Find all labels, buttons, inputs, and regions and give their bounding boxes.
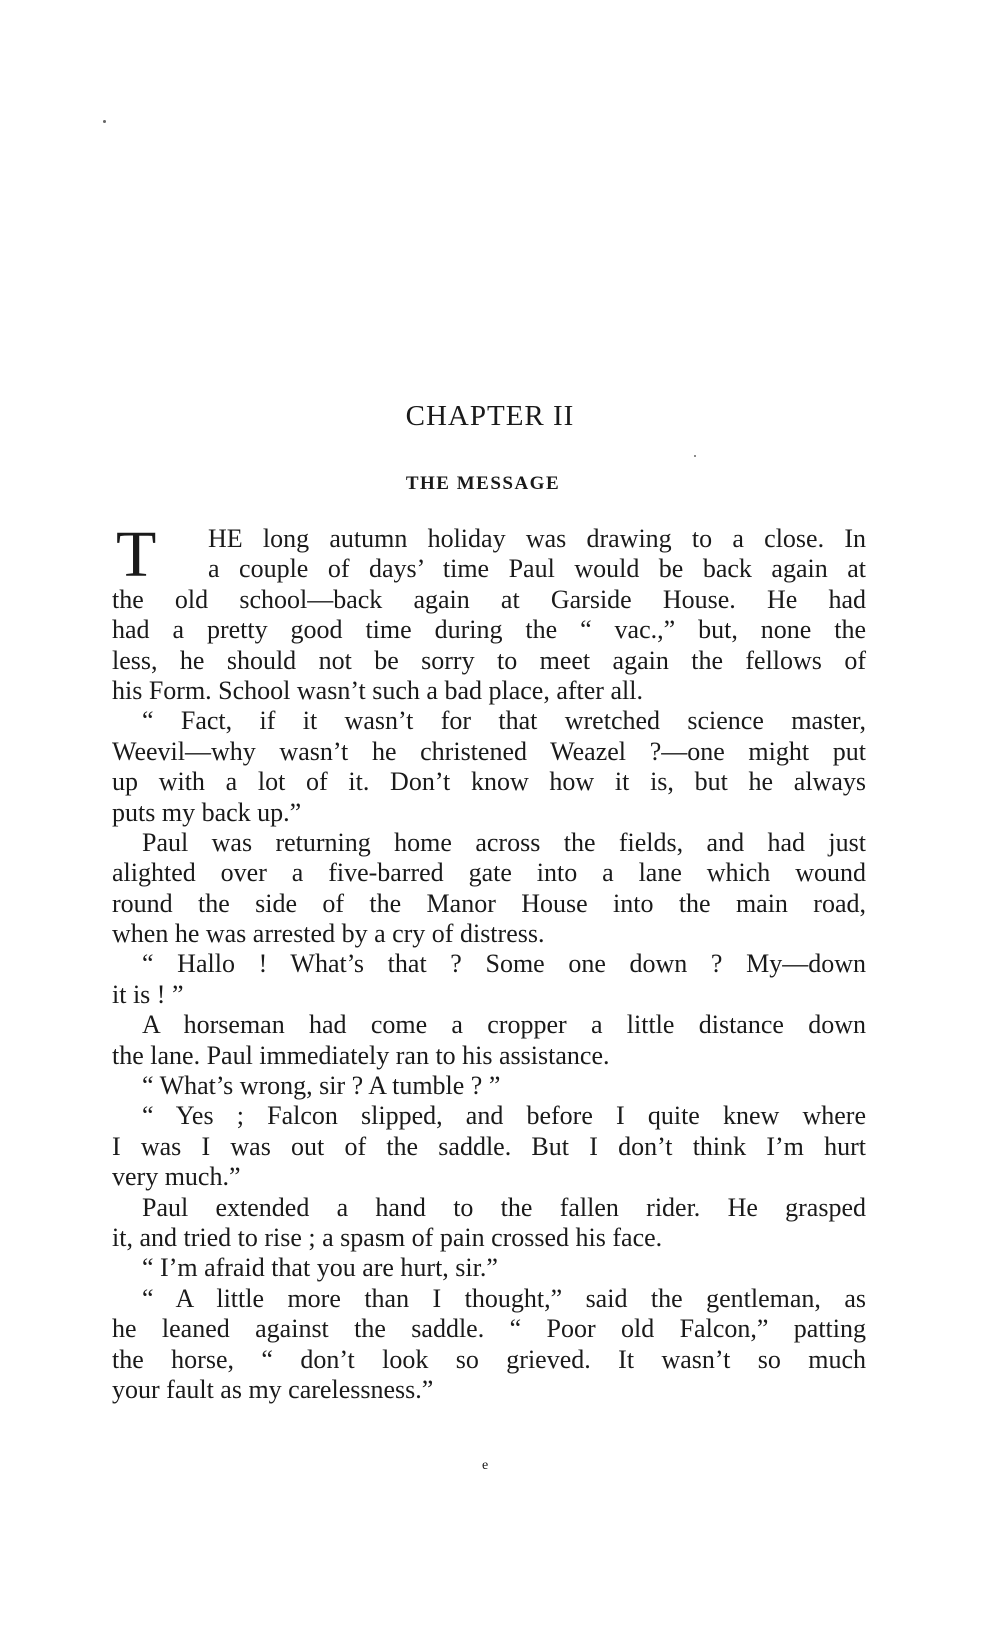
chapter-subtitle: THE MESSAGE: [405, 473, 561, 494]
text-line: HE long autumn holiday was drawing to a close. In: [208, 524, 866, 553]
text-line: the horse, “ don’t look so grieved. It wasn’t so much: [112, 1344, 866, 1374]
text-line: Paul was returning home across the fields, and had just: [142, 827, 866, 857]
text-line: a couple of days’ time Paul would be back again at: [208, 554, 866, 584]
text-line: it, and tried to rise ; a spasm of pain crossed his face.: [112, 1222, 663, 1252]
text-line: “ Hallo ! What’s that ? Some one down ? My—down: [142, 949, 866, 979]
text-line: he leaned against the saddle. “ Poor old Falcon,” patting: [112, 1314, 866, 1344]
text-line: “ Fact, if it wasn’t for that wretched science master,: [142, 706, 866, 736]
text-line: less, he should not be sorry to meet again the fellows of: [112, 645, 866, 675]
text-line: “ A little more than I thought,” said the gentleman, as: [142, 1283, 866, 1313]
text-line: “ What’s wrong, sir ? A tumble ? ”: [142, 1071, 501, 1101]
text-line: very much.”: [112, 1162, 241, 1192]
text-line: alighted over a five-barred gate into a lane which wound: [112, 858, 866, 888]
text-line: “ Yes ; Falcon slipped, and before I quite knew where: [142, 1101, 866, 1131]
text-line: round the side of the Manor House into the main road,: [112, 888, 866, 918]
text-line: “ I’m afraid that you are hurt, sir.”: [142, 1253, 498, 1283]
text-line: Weevil—why wasn’t he christened Weazel ?—one might put: [112, 736, 866, 766]
footer-mark: e: [482, 1458, 489, 1473]
text-line: had a pretty good time during the “ vac.,” but, none the: [112, 615, 866, 645]
paper-speck: [103, 120, 106, 123]
text-line: when he was arrested by a cry of distress.: [112, 919, 545, 949]
text-line: his Form. School wasn’t such a bad place, after all.: [112, 675, 643, 705]
text-line: Paul extended a hand to the fallen rider. He grasped: [142, 1192, 866, 1222]
chapter-heading: CHAPTER II: [405, 400, 575, 432]
text-line: your fault as my carelessness.”: [112, 1374, 434, 1404]
text-line: A horseman had come a cropper a little distance down: [142, 1010, 866, 1040]
body-text: [112, 518, 866, 1405]
text-line: the old school—back again at Garside House. He had: [112, 584, 866, 614]
text-line: the lane. Paul immediately ran to his assistance.: [112, 1040, 610, 1070]
text-line: I was I was out of the saddle. But I don’t think I’m hurt: [112, 1131, 866, 1161]
drop-cap: T: [116, 518, 157, 591]
text-line: it is ! ”: [112, 979, 184, 1009]
text-line: up with a lot of it. Don’t know how it is, but he always: [112, 767, 866, 797]
text-line: puts my back up.”: [112, 797, 302, 827]
paper-speck: [694, 455, 696, 457]
